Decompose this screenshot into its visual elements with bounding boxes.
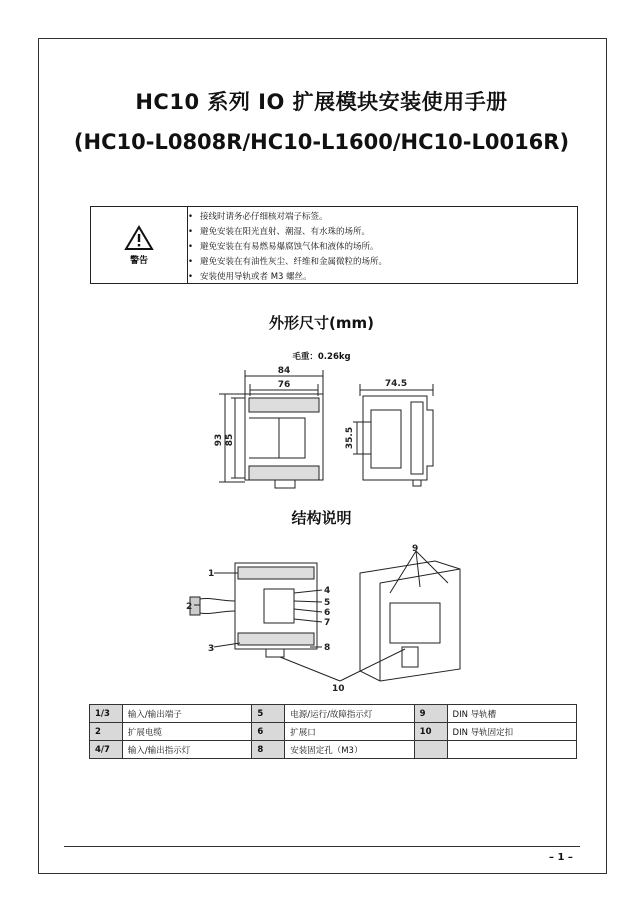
- legend-desc: 扩展口: [285, 723, 414, 741]
- footer-rule: [64, 846, 580, 847]
- dimensions-heading: 外形尺寸(mm): [269, 314, 374, 332]
- legend-num: [414, 741, 447, 759]
- legend-num: 4/7: [90, 741, 123, 759]
- legend-desc: [447, 741, 576, 759]
- height-inner-label: 85: [225, 433, 235, 447]
- callout-5: 5: [324, 598, 331, 608]
- legend-desc: 扩展电缆: [122, 723, 251, 741]
- warning-triangle-icon: [124, 225, 154, 251]
- legend-num: 6: [252, 723, 285, 741]
- structure-heading: 结构说明: [291, 509, 352, 527]
- legend-desc: DIN 导轨固定扣: [447, 723, 576, 741]
- table-row: [90, 723, 577, 741]
- callout-7: 7: [324, 618, 331, 628]
- callout-6: 6: [324, 608, 331, 618]
- callout-9: 9: [412, 544, 419, 554]
- warning-item: • 避免安装在有易燃易爆腐蚀气体和液体的场所。: [200, 240, 387, 255]
- legend-desc: 安装固定孔（M3）: [285, 741, 414, 759]
- warning-item: • 避免安装在阳光直射、潮湿、有水珠的场所。: [200, 225, 387, 240]
- callout-3: 3: [208, 644, 215, 654]
- weight-label: 毛重：0.26kg: [292, 352, 351, 362]
- rail-height-label: 35.5: [345, 426, 355, 450]
- structure-drawing: [180, 543, 470, 693]
- legend-num: 1/3: [90, 705, 123, 723]
- page-number: – 1 –: [549, 852, 573, 863]
- callout-4: 4: [324, 586, 331, 596]
- height-outer-label: 93: [214, 433, 224, 447]
- warning-item: • 避免安装在有油性灰尘、纤维和金属微粒的场所。: [200, 255, 387, 270]
- callout-1: 1: [208, 569, 215, 579]
- callout-10: 10: [332, 684, 345, 693]
- model-subtitle: (HC10-L0808R/HC10-L1600/HC10-L0016R): [73, 130, 570, 154]
- legend-num: 5: [252, 705, 285, 723]
- legend-desc: 输入/输出指示灯: [122, 741, 251, 759]
- legend-num: 10: [414, 723, 447, 741]
- legend-desc: DIN 导轨槽: [447, 705, 576, 723]
- width-outer-label: 84: [277, 366, 291, 376]
- warning-item: • 接线时请务必仔细核对端子标签。: [200, 210, 387, 225]
- warning-label: 警告: [129, 255, 148, 266]
- warning-box: [90, 206, 578, 284]
- legend-num: 8: [252, 741, 285, 759]
- dimension-drawing: [205, 362, 445, 496]
- callout-2: 2: [186, 602, 193, 612]
- legend-num: 9: [414, 705, 447, 723]
- warning-list: [188, 207, 387, 283]
- warning-symbol-cell: [91, 207, 188, 283]
- legend-desc: 输入/输出端子: [122, 705, 251, 723]
- legend-desc: 电源/运行/故障指示灯: [285, 705, 414, 723]
- callout-8: 8: [324, 643, 331, 653]
- manual-title: HC10 系列 IO 扩展模块安装使用手册: [135, 90, 508, 114]
- width-inner-label: 76: [277, 380, 291, 390]
- legend-num: 2: [90, 723, 123, 741]
- structure-legend-table: [89, 704, 577, 759]
- table-row: [90, 741, 577, 759]
- depth-label: 74.5: [384, 379, 408, 389]
- warning-item: • 安装使用导轨或者 M3 螺丝。: [200, 270, 387, 285]
- table-row: [90, 705, 577, 723]
